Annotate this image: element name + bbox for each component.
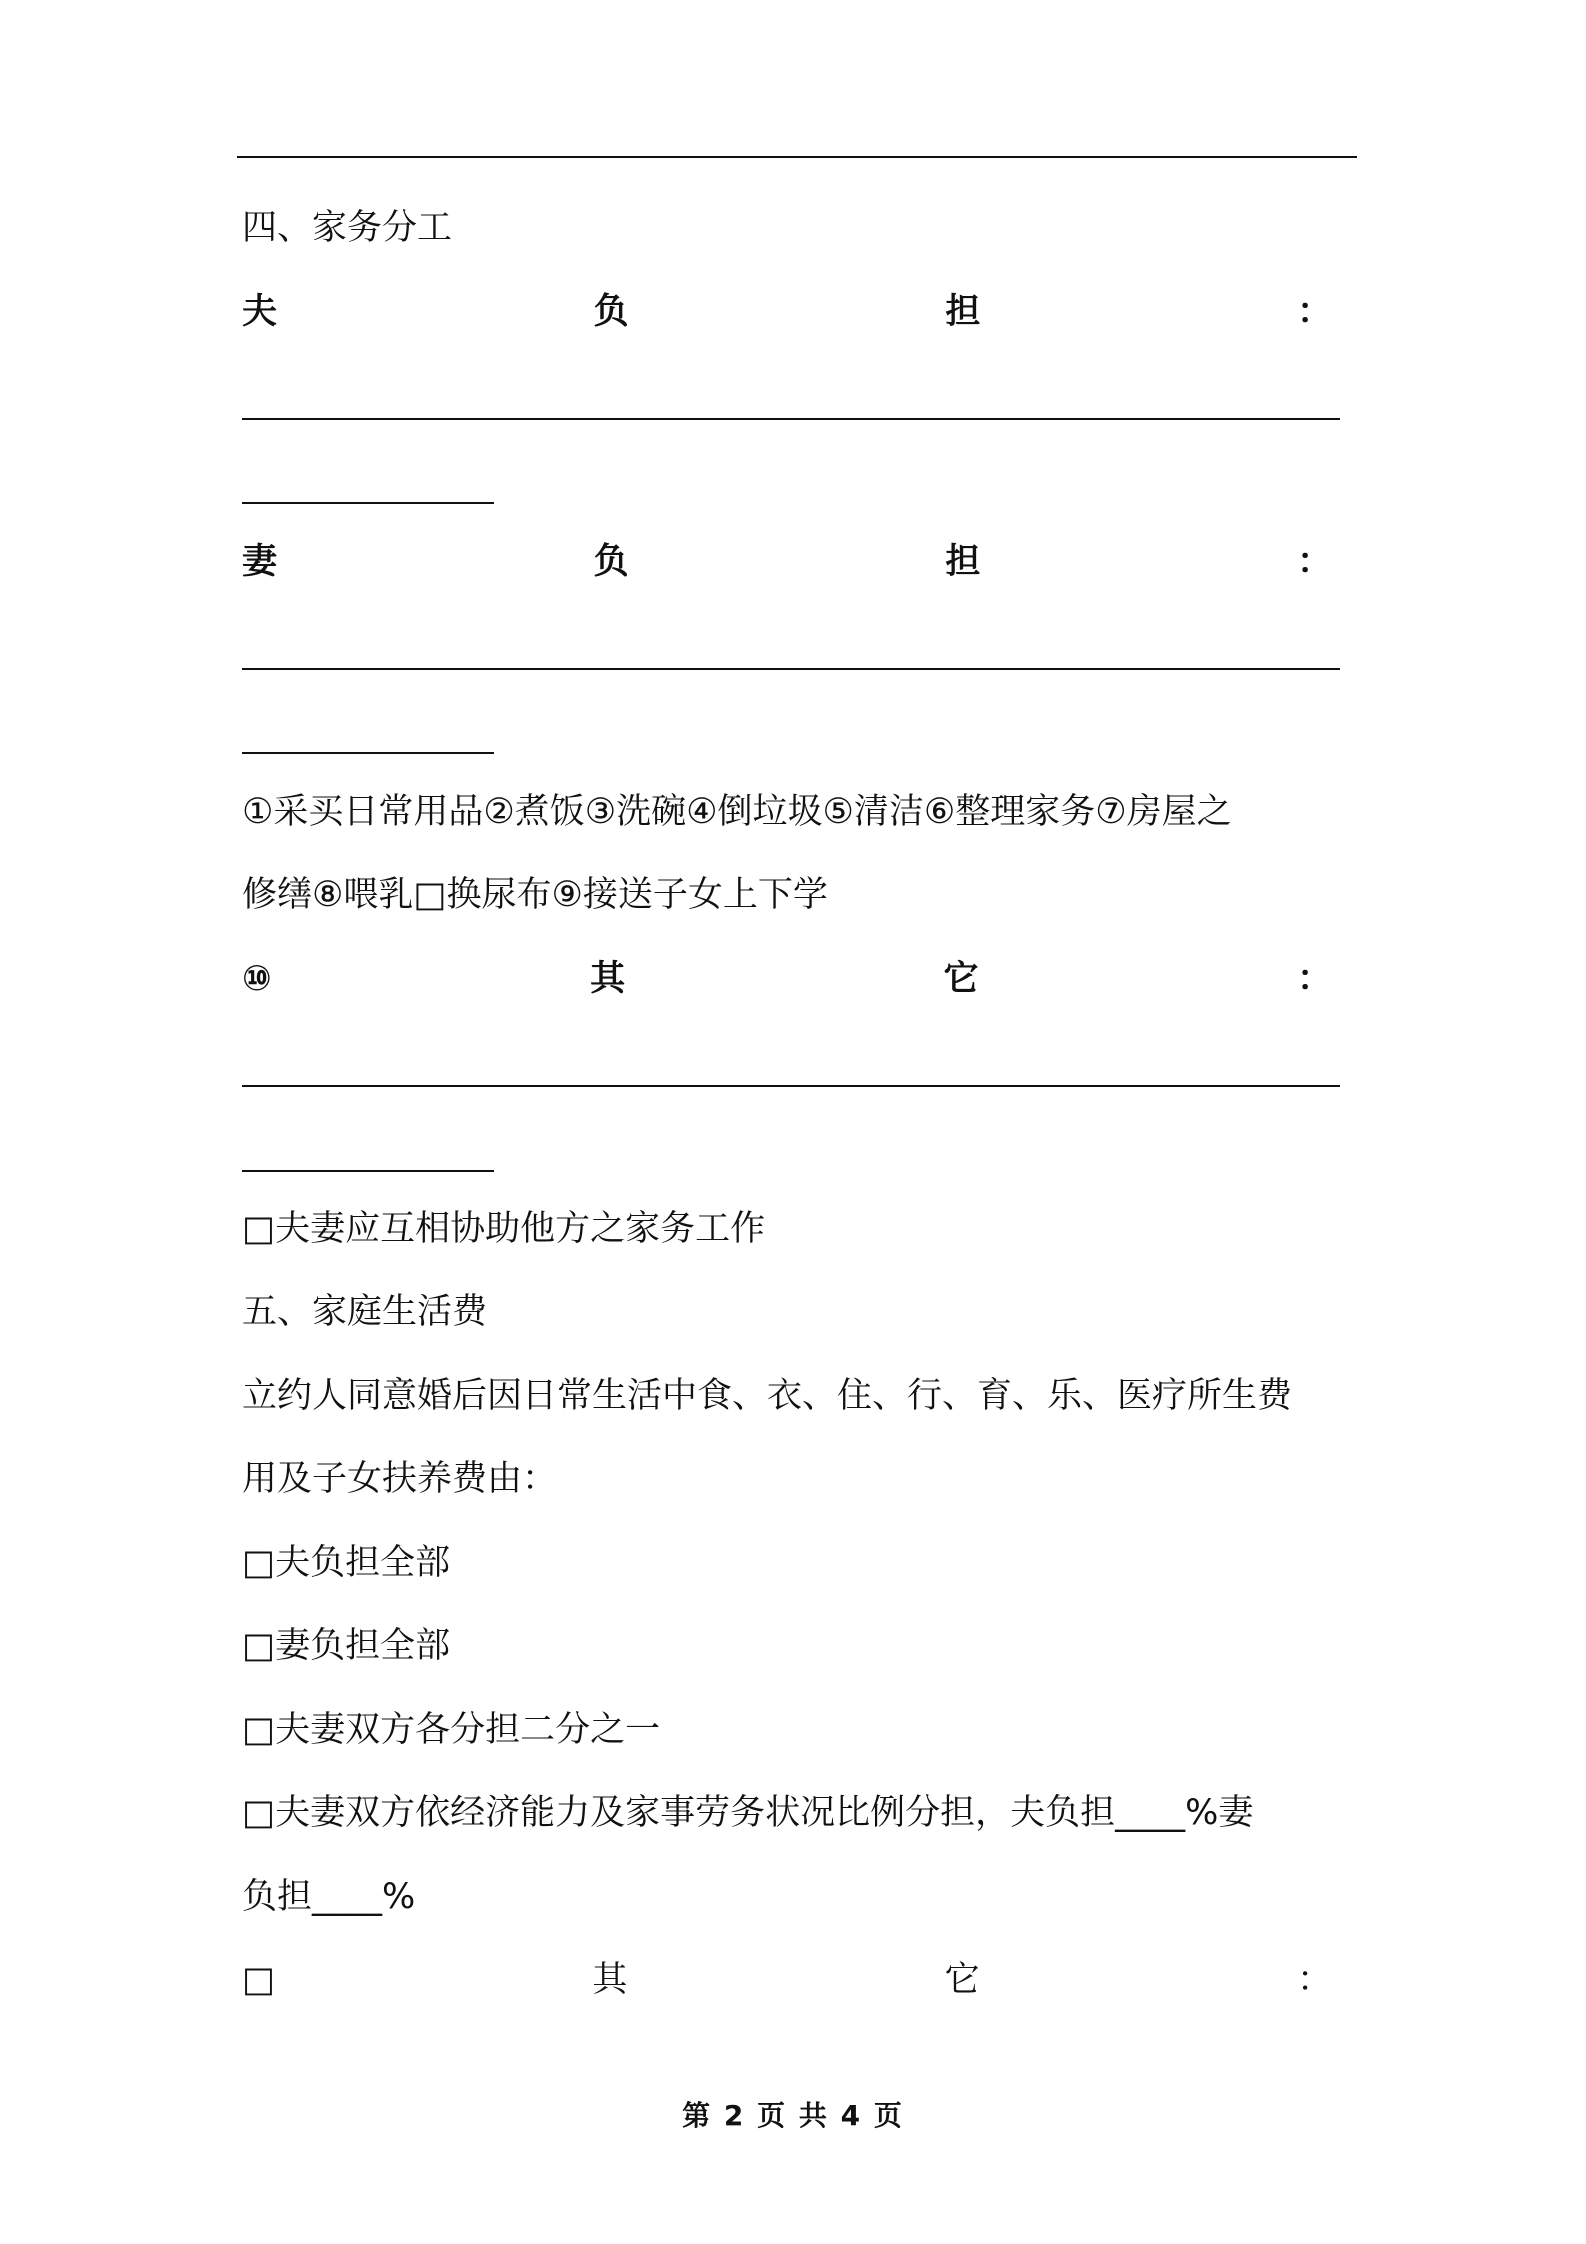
bear-char-1: 担 (945, 292, 981, 332)
colon-3: ： (1296, 959, 1332, 999)
burden-char-1: 负 (593, 292, 629, 332)
other-chores-blank-cont (242, 1170, 494, 1172)
mutual-help-checkbox: □夫妻应互相协助他方之家务工作 (242, 1209, 766, 1249)
wife-char: 妻 (242, 542, 278, 582)
section-5-title: 五、家庭生活费 (242, 1292, 488, 1332)
expenses-intro-line-2: 用及子女扶养费由： (242, 1459, 558, 1499)
other-chores-label (242, 957, 1332, 1001)
page-number: 第 2 页 共 4 页 (682, 2099, 904, 2132)
bear-char-2: 担 (945, 542, 981, 582)
other-char-4: 它 (944, 1960, 980, 2000)
burden-char-2: 负 (593, 542, 629, 582)
other-char-3: 其 (592, 1960, 628, 2000)
option-husband-all: □夫负担全部 (242, 1543, 451, 1583)
wife-duty-blank-cont (242, 752, 494, 754)
wife-duty-label (242, 540, 1332, 584)
item-10-mark: ⑩ (242, 959, 272, 999)
option-other-label (242, 1958, 1332, 2002)
colon-2: ： (1296, 542, 1332, 582)
expenses-intro-line-1: 立约人同意婚后因日常生活中食、衣、住、行、育、乐、医疗所生费 (242, 1376, 1293, 1416)
husband-duty-blank-cont (242, 502, 494, 504)
colon-4: ： (1296, 1960, 1332, 2000)
header-rule (237, 156, 1357, 158)
other-char-2: 它 (943, 959, 979, 999)
wife-duty-blank (242, 668, 1340, 670)
husband-duty-blank (242, 418, 1340, 420)
option-wife-all: □妻负担全部 (242, 1626, 451, 1666)
chore-items-line-1: ①采买日常用品②煮饭③洗碗④倒垃圾⑤清洁⑥整理家务⑦房屋之 (242, 792, 1232, 832)
husband-char: 夫 (242, 292, 278, 332)
other-chores-blank (242, 1085, 1340, 1087)
husband-duty-label (242, 290, 1332, 334)
colon-1: ： (1296, 292, 1332, 332)
chore-items-line-2: 修缮⑧喂乳□换尿布⑨接送子女上下学 (242, 875, 828, 915)
section-4-title: 四、家务分工 (242, 208, 453, 248)
option-proportional-line-2: 负担____% (242, 1877, 416, 1917)
other-char-1: 其 (590, 959, 626, 999)
other-checkbox: □ (242, 1960, 276, 2000)
option-split-half: □夫妻双方各分担二分之一 (242, 1710, 661, 1750)
option-proportional-line-1: □夫妻双方依经济能力及家事劳务状况比例分担，夫负担____%妻 (242, 1793, 1254, 1833)
